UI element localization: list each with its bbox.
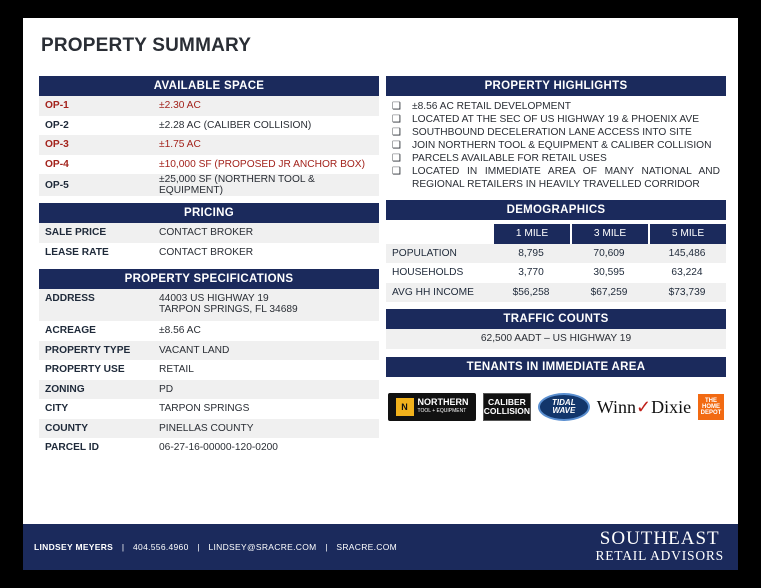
footer-bar <box>23 524 738 570</box>
property-summary-page <box>23 18 738 570</box>
contact-name: LINDSEY MEYERS <box>34 542 114 552</box>
row-value: PD <box>153 380 379 400</box>
checkbox-bullet-icon: ❑ <box>392 166 401 177</box>
contact-email[interactable]: LINDSEY@SRACRE.COM <box>208 542 317 552</box>
tenants-header: TENANTS IN IMMEDIATE AREA <box>386 357 726 377</box>
table-cell: $73,739 <box>648 283 726 303</box>
table-row <box>386 263 726 283</box>
checkbox-bullet-icon: ❑ <box>392 140 401 151</box>
table-row <box>39 155 379 175</box>
demographics-header: DEMOGRAPHICS <box>386 200 726 220</box>
address-value <box>153 289 379 321</box>
row-value: RETAIL <box>153 360 379 380</box>
row-label: PROPERTY TYPE <box>39 341 153 361</box>
traffic-value: 62,500 AADT – US HIGHWAY 19 <box>386 329 726 349</box>
table-row <box>39 223 379 243</box>
left-column <box>39 76 379 458</box>
row-label: ACREAGE <box>39 321 153 341</box>
table-cell: 3,770 <box>492 263 570 283</box>
available-space-table <box>39 96 379 196</box>
checkbox-bullet-icon: ❑ <box>392 153 401 164</box>
northern-name: NORTHERN <box>417 397 469 407</box>
page-title: PROPERTY SUMMARY <box>41 35 252 56</box>
list-item <box>392 139 720 152</box>
checkbox-bullet-icon: ❑ <box>392 127 401 138</box>
column-header: 1 MILE <box>492 224 570 244</box>
list-item <box>392 165 720 191</box>
row-value: ±1.75 AC <box>153 135 379 155</box>
blank-cell <box>386 224 492 244</box>
table-row <box>39 341 379 361</box>
table-cell: 70,609 <box>570 244 648 264</box>
highlight-text: LOCATED AT THE SEC OF US HIGHWAY 19 & PHOENIX AVE <box>412 114 700 125</box>
checkbox-bullet-icon: ❑ <box>392 101 401 112</box>
row-label: PARCEL ID <box>39 438 153 458</box>
brand-line1: SOUTHEAST <box>599 528 720 549</box>
row-label: OP-4 <box>39 155 153 175</box>
row-label: SALE PRICE <box>39 223 153 243</box>
row-value: ±8.56 AC <box>153 321 379 341</box>
table-row <box>39 419 379 439</box>
table-row <box>39 96 379 116</box>
highlight-text: JOIN NORTHERN TOOL & EQUIPMENT & CALIBER COLLISION <box>412 140 712 151</box>
table-row <box>39 360 379 380</box>
highlight-text: PARCELS AVAILABLE FOR RETAIL USES <box>412 153 607 164</box>
table-cell: 30,595 <box>570 263 648 283</box>
row-label: LEASE RATE <box>39 243 153 263</box>
table-row <box>39 438 379 458</box>
row-value: ±10,000 SF (PROPOSED JR ANCHOR BOX) <box>153 155 379 175</box>
row-label: OP-2 <box>39 116 153 136</box>
brand-logo <box>595 530 724 564</box>
specs-table <box>39 289 379 458</box>
row-label: OP-3 <box>39 135 153 155</box>
northern-mark-icon: N <box>396 398 414 416</box>
northern-sub: TOOL + EQUIPMENT <box>417 408 467 414</box>
home-depot-text: THE HOME DEPOT <box>700 398 722 416</box>
contact-phone: 404.556.4960 <box>133 542 189 552</box>
row-value: CONTACT BROKER <box>153 243 379 263</box>
northern-tool-logo <box>388 393 476 421</box>
row-label: COUNTY <box>39 419 153 439</box>
list-item <box>392 152 720 165</box>
right-column <box>386 76 726 425</box>
spec-label: ADDRESS <box>39 289 153 321</box>
row-label: HOUSEHOLDS <box>386 263 492 283</box>
home-depot-logo <box>698 394 724 420</box>
row-value: 06-27-16-00000-120-0200 <box>153 438 379 458</box>
row-value: CONTACT BROKER <box>153 223 379 243</box>
footer-contact: LINDSEY MEYERS | 404.556.4960 | LINDSEY@SRACRE.COM | SRACRE.COM <box>34 542 397 552</box>
caliber-collision-logo <box>483 393 531 421</box>
table-row <box>39 174 379 196</box>
row-value: VACANT LAND <box>153 341 379 361</box>
checkbox-bullet-icon: ❑ <box>392 114 401 125</box>
address-line2: TARPON SPRINGS, FL 34689 <box>159 304 298 315</box>
row-label: PROPERTY USE <box>39 360 153 380</box>
tenant-logos <box>386 377 726 425</box>
highlight-text: ±8.56 AC RETAIL DEVELOPMENT <box>412 101 572 112</box>
specs-header: PROPERTY SPECIFICATIONS <box>39 269 379 289</box>
table-row <box>39 399 379 419</box>
tidal-line1: TIDAL <box>552 398 576 407</box>
tidal-line2: WAVE <box>552 406 576 415</box>
list-item <box>392 100 720 113</box>
table-row <box>39 135 379 155</box>
winn-dixie-logo: Winn ✓ Dixie <box>596 396 692 417</box>
table-cell: $67,259 <box>570 283 648 303</box>
row-value: ±2.28 AC (CALIBER COLLISION) <box>153 116 379 136</box>
traffic-header: TRAFFIC COUNTS <box>386 309 726 329</box>
winn-part1: Winn <box>596 396 636 417</box>
row-value: TARPON SPRINGS <box>153 399 379 419</box>
pricing-table <box>39 223 379 262</box>
list-item <box>392 126 720 139</box>
tidal-wave-logo <box>538 393 590 421</box>
contact-website[interactable]: SRACRE.COM <box>336 542 397 552</box>
table-cell: 8,795 <box>492 244 570 264</box>
winn-part2: Dixie <box>651 396 692 417</box>
row-label: OP-1 <box>39 96 153 116</box>
highlight-text: LOCATED IN IMMEDIATE AREA OF MANY NATIONAL AND REGIONAL RETAILERS IN HEAVILY TRAVELLED CORRIDOR <box>412 166 720 190</box>
list-item <box>392 113 720 126</box>
highlights-header: PROPERTY HIGHLIGHTS <box>386 76 726 96</box>
table-row <box>39 243 379 263</box>
column-header: 3 MILE <box>570 224 648 244</box>
table-cell: 145,486 <box>648 244 726 264</box>
brand-line2: RETAIL ADVISORS <box>595 548 724 563</box>
row-value: PINELLAS COUNTY <box>153 419 379 439</box>
table-row <box>39 321 379 341</box>
row-label: OP-5 <box>39 174 153 196</box>
row-value: ±25,000 SF (NORTHERN TOOL & EQUIPMENT) <box>153 174 379 196</box>
column-header: 5 MILE <box>648 224 726 244</box>
table-row <box>386 244 726 264</box>
table-row <box>386 283 726 303</box>
row-value: ±2.30 AC <box>153 96 379 116</box>
caliber-line2: COLLISION <box>483 406 531 416</box>
table-cell: $56,258 <box>492 283 570 303</box>
row-label: CITY <box>39 399 153 419</box>
highlight-text: SOUTHBOUND DECELERATION LANE ACCESS INTO SITE <box>412 127 692 138</box>
pricing-header: PRICING <box>39 203 379 223</box>
caliber-line1: CALIBER <box>488 397 526 407</box>
highlights-list <box>386 96 726 195</box>
table-row <box>39 289 379 321</box>
row-label: ZONING <box>39 380 153 400</box>
demographics-header-row <box>386 224 726 244</box>
row-label: AVG HH INCOME <box>386 283 492 303</box>
table-row <box>39 116 379 136</box>
table-cell: 63,224 <box>648 263 726 283</box>
available-space-header: AVAILABLE SPACE <box>39 76 379 96</box>
address-line1: 44003 US HIGHWAY 19 <box>159 293 269 304</box>
table-row <box>39 380 379 400</box>
demographics-table <box>386 224 726 302</box>
row-label: POPULATION <box>386 244 492 264</box>
